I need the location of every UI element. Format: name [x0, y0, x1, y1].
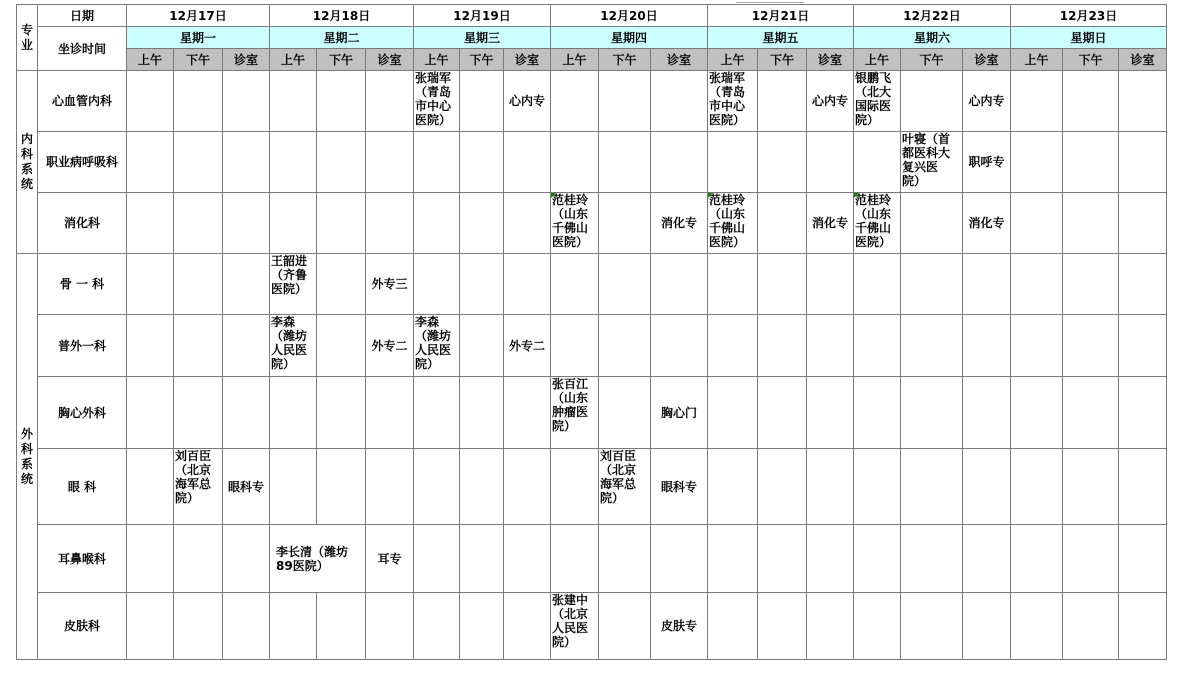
table-row — [17, 71, 1167, 132]
empty-cell — [901, 71, 963, 132]
empty-cell — [270, 71, 317, 132]
empty-cell — [807, 315, 854, 377]
empty-cell — [1063, 377, 1119, 449]
empty-cell — [807, 525, 854, 593]
department-ortho: 骨 一 科 — [38, 254, 127, 315]
empty-cell — [758, 132, 807, 193]
empty-cell — [807, 254, 854, 315]
empty-cell — [599, 377, 651, 449]
weekday-cell: 星期六 — [854, 27, 1011, 49]
date-cell: 12月21日 — [708, 5, 854, 27]
slot-am: 上午 — [708, 49, 758, 71]
slot-room: 诊室 — [1119, 49, 1167, 71]
slot-pm: 下午 — [901, 49, 963, 71]
room-cell: 眼科专 — [223, 449, 270, 525]
slot-am: 上午 — [127, 49, 174, 71]
empty-cell — [174, 315, 223, 377]
empty-cell — [460, 132, 504, 193]
slot-pm: 下午 — [1063, 49, 1119, 71]
department-eye: 眼 科 — [38, 449, 127, 525]
empty-cell — [901, 254, 963, 315]
department-digest: 消化科 — [38, 193, 127, 254]
empty-cell — [1119, 71, 1167, 132]
empty-cell — [127, 377, 174, 449]
empty-cell — [1119, 593, 1167, 660]
empty-cell — [807, 593, 854, 660]
empty-cell — [599, 525, 651, 593]
empty-cell — [174, 593, 223, 660]
empty-cell — [127, 449, 174, 525]
empty-cell — [551, 254, 599, 315]
empty-cell — [758, 449, 807, 525]
empty-cell — [127, 525, 174, 593]
group-surgical: 外科系统 — [17, 254, 38, 660]
table-row — [17, 377, 1167, 449]
empty-cell — [651, 254, 708, 315]
empty-cell — [963, 449, 1011, 525]
empty-cell — [1011, 254, 1063, 315]
empty-cell — [366, 132, 414, 193]
room-cell: 职呼专 — [963, 132, 1011, 193]
empty-cell — [758, 193, 807, 254]
slot-pm: 下午 — [758, 49, 807, 71]
date-header-label: 日期 — [38, 5, 127, 27]
department-cardio: 心血管内科 — [38, 71, 127, 132]
empty-cell — [317, 132, 366, 193]
empty-cell — [708, 593, 758, 660]
empty-cell — [504, 525, 551, 593]
empty-cell — [414, 593, 460, 660]
empty-cell — [599, 71, 651, 132]
empty-cell — [270, 377, 317, 449]
empty-cell — [901, 525, 963, 593]
doctor-cell: 银鹏飞 （北大 国际医 院） — [854, 71, 901, 132]
date-cell: 12月18日 — [270, 5, 414, 27]
time-header-label: 坐诊时间 — [38, 27, 127, 71]
empty-cell — [551, 132, 599, 193]
empty-cell — [127, 254, 174, 315]
empty-cell — [504, 449, 551, 525]
empty-cell — [1063, 193, 1119, 254]
slot-am: 上午 — [414, 49, 460, 71]
empty-cell — [127, 193, 174, 254]
slot-row — [17, 49, 1167, 71]
department-general: 普外一科 — [38, 315, 127, 377]
slot-am: 上午 — [551, 49, 599, 71]
empty-cell — [599, 315, 651, 377]
empty-cell — [366, 71, 414, 132]
empty-cell — [317, 449, 366, 525]
empty-cell — [854, 593, 901, 660]
empty-cell — [270, 593, 317, 660]
empty-cell — [317, 71, 366, 132]
empty-cell — [1011, 71, 1063, 132]
empty-cell — [1063, 593, 1119, 660]
specialty-header: 专业 — [17, 5, 38, 71]
doctor-cell: 刘百臣 （北京 海军总 院） — [174, 449, 223, 525]
consultation-schedule-table — [16, 4, 1167, 660]
department-thoracic: 胸心外科 — [38, 377, 127, 449]
weekday-cell: 星期二 — [270, 27, 414, 49]
empty-cell — [223, 377, 270, 449]
date-cell: 12月19日 — [414, 5, 551, 27]
weekday-cell: 星期一 — [127, 27, 270, 49]
empty-cell — [317, 315, 366, 377]
slot-room: 诊室 — [807, 49, 854, 71]
empty-cell — [1063, 71, 1119, 132]
table-row — [17, 132, 1167, 193]
empty-cell — [854, 315, 901, 377]
empty-cell — [460, 593, 504, 660]
doctor-cell: 刘百臣 （北京 海军总 院） — [599, 449, 651, 525]
table-row — [17, 254, 1167, 315]
empty-cell — [414, 254, 460, 315]
empty-cell — [1011, 449, 1063, 525]
empty-cell — [1063, 449, 1119, 525]
empty-cell — [174, 254, 223, 315]
top-edge-line — [736, 0, 804, 3]
room-cell: 胸心门 — [651, 377, 708, 449]
empty-cell — [414, 377, 460, 449]
empty-cell — [127, 593, 174, 660]
slot-am: 上午 — [854, 49, 901, 71]
empty-cell — [127, 315, 174, 377]
empty-cell — [366, 193, 414, 254]
date-cell: 12月17日 — [127, 5, 270, 27]
empty-cell — [599, 593, 651, 660]
weekday-row — [17, 27, 1167, 49]
date-cell: 12月23日 — [1011, 5, 1167, 27]
empty-cell — [599, 254, 651, 315]
doctor-cell: 王韶进 （齐鲁 医院） — [270, 254, 317, 315]
empty-cell — [651, 132, 708, 193]
empty-cell — [1119, 254, 1167, 315]
slot-pm: 下午 — [174, 49, 223, 71]
empty-cell — [504, 193, 551, 254]
empty-cell — [599, 132, 651, 193]
doctor-cell: 李森 （潍坊 人民医 院） — [270, 315, 317, 377]
empty-cell — [758, 254, 807, 315]
room-cell: 心内专 — [807, 71, 854, 132]
date-cell: 12月20日 — [551, 5, 708, 27]
empty-cell — [460, 315, 504, 377]
empty-cell — [708, 377, 758, 449]
slot-am: 上午 — [1011, 49, 1063, 71]
empty-cell — [1119, 315, 1167, 377]
empty-cell — [414, 132, 460, 193]
empty-cell — [460, 254, 504, 315]
slot-pm: 下午 — [460, 49, 504, 71]
empty-cell — [504, 132, 551, 193]
empty-cell — [127, 71, 174, 132]
weekday-cell: 星期日 — [1011, 27, 1167, 49]
room-cell: 外专二 — [504, 315, 551, 377]
table-row — [17, 525, 1167, 593]
empty-cell — [270, 132, 317, 193]
empty-cell — [223, 315, 270, 377]
empty-cell — [551, 449, 599, 525]
empty-cell — [651, 315, 708, 377]
empty-cell — [223, 525, 270, 593]
empty-cell — [1063, 254, 1119, 315]
empty-cell — [1119, 525, 1167, 593]
room-cell: 消化专 — [963, 193, 1011, 254]
empty-cell — [414, 449, 460, 525]
empty-cell — [708, 254, 758, 315]
department-derm: 皮肤科 — [38, 593, 127, 660]
table-row — [17, 315, 1167, 377]
empty-cell — [901, 449, 963, 525]
empty-cell — [1063, 315, 1119, 377]
empty-cell — [504, 377, 551, 449]
empty-cell — [854, 449, 901, 525]
empty-cell — [854, 377, 901, 449]
empty-cell — [901, 193, 963, 254]
empty-cell — [551, 525, 599, 593]
room-cell: 外专二 — [366, 315, 414, 377]
weekday-cell: 星期三 — [414, 27, 551, 49]
doctor-cell: 叶寝（首 都医科大 复兴医 院） — [901, 132, 963, 193]
empty-cell — [317, 593, 366, 660]
date-row — [17, 5, 1167, 27]
empty-cell — [708, 449, 758, 525]
empty-cell — [551, 315, 599, 377]
slot-pm: 下午 — [317, 49, 366, 71]
empty-cell — [1119, 449, 1167, 525]
doctor-cell: 张建中 （北京 人民医 院） — [551, 593, 599, 660]
empty-cell — [758, 71, 807, 132]
table-row — [17, 193, 1167, 254]
table-row — [17, 593, 1167, 660]
slot-room: 诊室 — [651, 49, 708, 71]
room-cell: 外专三 — [366, 254, 414, 315]
empty-cell — [854, 525, 901, 593]
empty-cell — [1063, 132, 1119, 193]
empty-cell — [223, 71, 270, 132]
empty-cell — [366, 377, 414, 449]
empty-cell — [460, 193, 504, 254]
room-cell: 耳专 — [366, 525, 414, 593]
empty-cell — [127, 132, 174, 193]
weekday-cell: 星期四 — [551, 27, 708, 49]
empty-cell — [1063, 525, 1119, 593]
empty-cell — [963, 315, 1011, 377]
empty-cell — [366, 593, 414, 660]
empty-cell — [174, 377, 223, 449]
empty-cell — [708, 525, 758, 593]
slot-pm: 下午 — [599, 49, 651, 71]
empty-cell — [223, 132, 270, 193]
empty-cell — [460, 71, 504, 132]
room-cell: 心内专 — [963, 71, 1011, 132]
doctor-cell: 范桂玲 （山东 千佛山 医院） — [708, 193, 758, 254]
empty-cell — [1119, 132, 1167, 193]
empty-cell — [174, 71, 223, 132]
empty-cell — [901, 593, 963, 660]
empty-cell — [1011, 377, 1063, 449]
doctor-cell: 张百江 （山东 肿瘤医 院） — [551, 377, 599, 449]
empty-cell — [317, 254, 366, 315]
empty-cell — [1011, 193, 1063, 254]
slot-am: 上午 — [270, 49, 317, 71]
doctor-cell: 张瑞军 （青岛 市中心 医院） — [708, 71, 758, 132]
empty-cell — [317, 193, 366, 254]
empty-cell — [174, 132, 223, 193]
empty-cell — [1011, 525, 1063, 593]
empty-cell — [223, 254, 270, 315]
slot-room: 诊室 — [963, 49, 1011, 71]
empty-cell — [504, 593, 551, 660]
slot-room: 诊室 — [366, 49, 414, 71]
empty-cell — [551, 71, 599, 132]
empty-cell — [901, 377, 963, 449]
slot-room: 诊室 — [504, 49, 551, 71]
empty-cell — [807, 132, 854, 193]
room-cell: 眼科专 — [651, 449, 708, 525]
doctor-cell: 张瑞军 （青岛 市中心 医院） — [414, 71, 460, 132]
empty-cell — [270, 449, 317, 525]
empty-cell — [1011, 315, 1063, 377]
empty-cell — [854, 132, 901, 193]
empty-cell — [174, 525, 223, 593]
empty-cell — [1011, 132, 1063, 193]
empty-cell — [963, 593, 1011, 660]
empty-cell — [854, 254, 901, 315]
empty-cell — [708, 315, 758, 377]
empty-cell — [460, 449, 504, 525]
weekday-cell: 星期五 — [708, 27, 854, 49]
empty-cell — [414, 193, 460, 254]
empty-cell — [504, 254, 551, 315]
group-internal: 内科系统 — [17, 71, 38, 254]
department-occ-resp: 职业病呼吸科 — [38, 132, 127, 193]
empty-cell — [223, 593, 270, 660]
date-cell: 12月22日 — [854, 5, 1011, 27]
empty-cell — [651, 71, 708, 132]
empty-cell — [317, 377, 366, 449]
room-cell: 心内专 — [504, 71, 551, 132]
empty-cell — [758, 377, 807, 449]
room-cell: 消化专 — [651, 193, 708, 254]
empty-cell — [223, 193, 270, 254]
empty-cell — [901, 315, 963, 377]
doctor-cell: 范桂玲 （山东 千佛山 医院） — [854, 193, 901, 254]
empty-cell — [758, 525, 807, 593]
empty-cell — [460, 377, 504, 449]
empty-cell — [651, 525, 708, 593]
doctor-cell: 李森 （潍坊 人民医 院） — [414, 315, 460, 377]
empty-cell — [963, 377, 1011, 449]
room-cell: 消化专 — [807, 193, 854, 254]
doctor-cell: 范桂玲 （山东 千佛山 医院） — [551, 193, 599, 254]
empty-cell — [807, 377, 854, 449]
table-row — [17, 449, 1167, 525]
empty-cell — [460, 525, 504, 593]
department-ent: 耳鼻喉科 — [38, 525, 127, 593]
empty-cell — [758, 593, 807, 660]
empty-cell — [366, 449, 414, 525]
empty-cell — [963, 525, 1011, 593]
empty-cell — [963, 254, 1011, 315]
empty-cell — [1119, 377, 1167, 449]
empty-cell — [807, 449, 854, 525]
empty-cell — [708, 132, 758, 193]
room-cell: 皮肤专 — [651, 593, 708, 660]
empty-cell — [1119, 193, 1167, 254]
slot-room: 诊室 — [223, 49, 270, 71]
empty-cell — [414, 525, 460, 593]
empty-cell — [758, 315, 807, 377]
empty-cell — [174, 193, 223, 254]
empty-cell — [599, 193, 651, 254]
empty-cell — [1011, 593, 1063, 660]
empty-cell — [270, 193, 317, 254]
doctor-cell: 李长清（潍坊 89医院） — [270, 525, 366, 593]
